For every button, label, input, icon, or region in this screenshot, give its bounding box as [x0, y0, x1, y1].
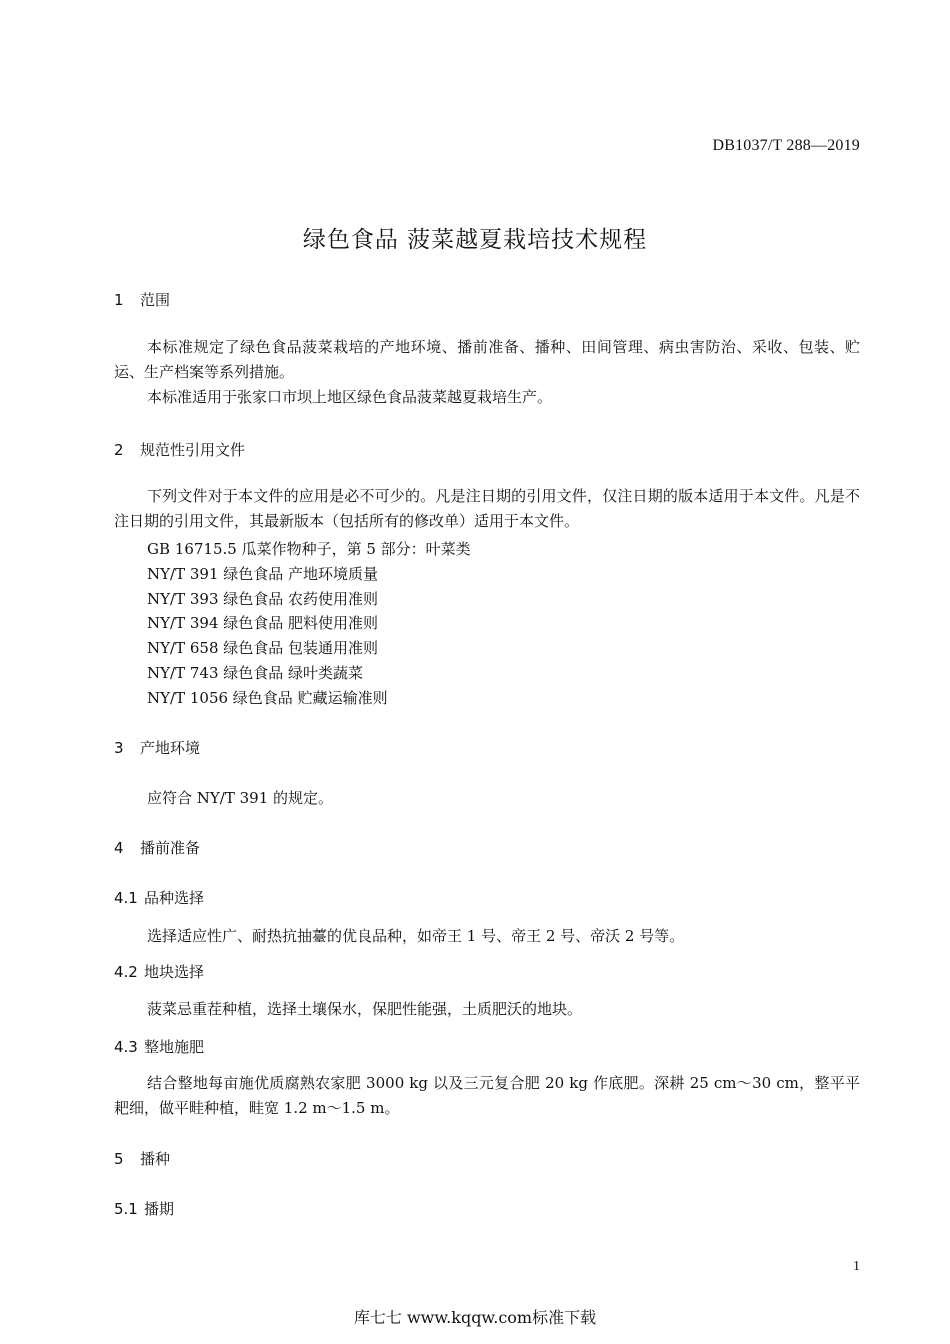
subsection-4-3-text: 结合整地每亩施优质腐熟农家肥 3000 kg 以及三元复合肥 20 kg 作底肥。深耕 25 cm～30 cm，整平平耙细，做平畦种植，畦宽 1.2 m～1.5 m。 [114, 1074, 860, 1117]
subsection-4-1-heading [114, 887, 204, 908]
subsection-number: 5.1 [114, 1200, 138, 1218]
section-title: 产地环境 [140, 739, 201, 757]
page-number: 1 [853, 1259, 860, 1274]
section-number: 4 [114, 839, 124, 857]
section-number: 5 [114, 1150, 124, 1168]
reference-item: GB 16715.5 瓜菜作物种子，第 5 部分：叶菜类 [147, 540, 471, 558]
document-title: 绿色食品 菠菜越夏栽培技术规程 [302, 227, 648, 253]
section-title: 播种 [140, 1150, 171, 1168]
subsection-4-2-text: 菠菜忌重茬种植，选择土壤保水，保肥性能强，土质肥沃的地块。 [147, 1000, 583, 1018]
section-number: 1 [114, 291, 124, 309]
subsection-4-3-heading [114, 1036, 204, 1057]
section-4-heading [114, 837, 200, 858]
subsection-title: 播期 [144, 1200, 175, 1218]
reference-item: NY/T 743 绿色食品 绿叶类蔬菜 [147, 664, 364, 682]
subsection-title: 品种选择 [144, 889, 205, 907]
section-3-heading [114, 737, 200, 758]
section-3-paragraph: 应符合 NY/T 391 的规定。 [147, 789, 334, 807]
section-2-paragraph: 下列文件对于本文件的应用是必不可少的。凡是注日期的引用文件，仅注日期的版本适用于本文件。凡是不注日期的引用文件，其最新版本（包括所有的修改单）适用于本文件。 [114, 487, 860, 530]
reference-item: NY/T 658 绿色食品 包装通用准则 [147, 639, 379, 657]
section-1-paragraph-1: 本标准规定了绿色食品菠菜栽培的产地环境、播前准备、播种、田间管理、病虫害防治、采收、包装、贮运、生产档案等系列措施。 [114, 338, 860, 381]
section-1-heading [114, 289, 170, 310]
section-title: 规范性引用文件 [140, 441, 246, 459]
section-number: 2 [114, 441, 124, 459]
subsection-title: 整地施肥 [144, 1038, 205, 1056]
subsection-5-1-heading [114, 1198, 174, 1219]
subsection-number: 4.3 [114, 1038, 138, 1056]
reference-item: NY/T 394 绿色食品 肥料使用准则 [147, 614, 379, 632]
subsection-number: 4.2 [114, 963, 138, 981]
section-2-heading [114, 439, 245, 460]
document-code: DB1037/T 288—2019 [712, 137, 860, 154]
subsection-number: 4.1 [114, 889, 138, 907]
section-5-heading [114, 1148, 170, 1169]
subsection-4-2-heading [114, 961, 204, 982]
reference-item: NY/T 393 绿色食品 农药使用准则 [147, 590, 379, 608]
section-number: 3 [114, 739, 124, 757]
subsection-title: 地块选择 [144, 963, 205, 981]
section-1-paragraph-2: 本标准适用于张家口市坝上地区绿色食品菠菜越夏栽培生产。 [147, 388, 553, 406]
section-title: 播前准备 [140, 839, 201, 857]
section-title: 范围 [140, 291, 171, 309]
reference-item: NY/T 1056 绿色食品 贮藏运输准则 [147, 689, 388, 707]
footer-watermark-text: 库七七 www.kqqw.com标准下载 [353, 1308, 597, 1327]
subsection-4-1-text: 选择适应性广、耐热抗抽薹的优良品种，如帝王 1 号、帝王 2 号、帝沃 2 号等。 [147, 927, 685, 945]
reference-item: NY/T 391 绿色食品 产地环境质量 [147, 565, 379, 583]
